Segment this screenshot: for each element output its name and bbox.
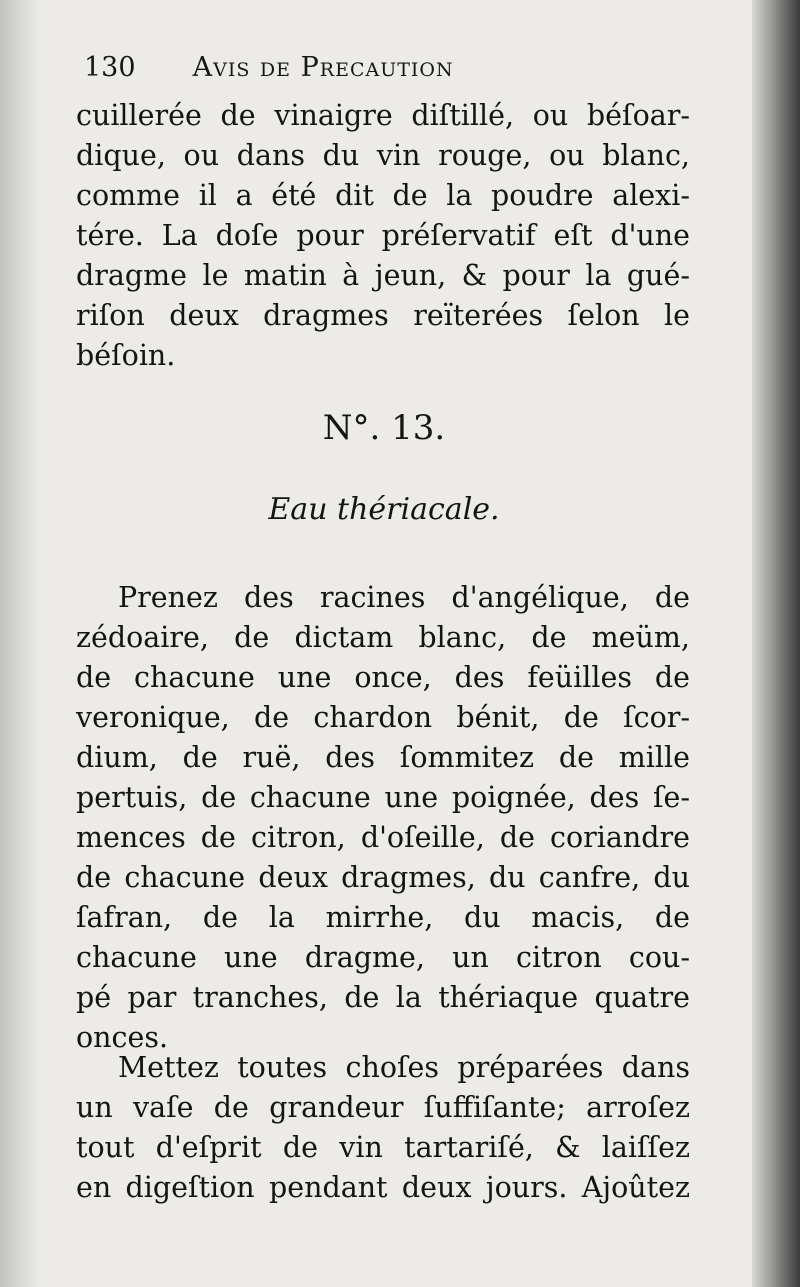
text-line: un vaſe de grandeur ſuffiſante; arroſez [76,1091,690,1124]
text-line: tout d'eſprit de vin tartariſé, & laiſſez [76,1131,690,1164]
text-line: de chacune une once, des feüilles de [76,661,690,694]
paragraph-2 [76,578,690,1058]
paragraph-1 [76,96,690,376]
text-line: veronique, de chardon bénit, de ſcor- [76,701,690,734]
page-edge-shadow [752,0,800,1287]
text-line: chacune une dragme, un citron cou- [76,941,690,974]
text-line: zédoaire, de dictam blanc, de meüm, [76,621,690,654]
text-line: Mettez toutes choſes préparées dans [118,1051,690,1084]
text-line: mences de citron, d'oſeille, de coriandre [76,821,690,854]
text-line: en digeſtion pendant deux jours. Ajoûtez [76,1171,690,1204]
text-line: Prenez des racines d'angélique, de [118,581,690,614]
running-head [84,52,584,92]
running-title: Avis de Precaution [192,52,454,83]
text-line: dium, de ruë, des ſommitez de mille [76,741,690,774]
text-line: onces. [76,1021,169,1054]
page-number: 130 [84,52,136,83]
text-line: pé par tranches, de la thériaque quatre [76,981,690,1014]
text-line: ſafran, de la mirrhe, du macis, de [76,901,690,934]
text-line: de chacune deux dragmes, du canfre, du [76,861,690,894]
text-line: comme il a été dit de la poudre alexi- [76,179,690,212]
text-line: béſoin. [76,339,176,372]
spine-shadow [0,0,40,1287]
text-line: dragme le matin à jeun, & pour la gué- [76,259,690,292]
section-number: N°. 13. [322,408,446,448]
section-title: Eau thériacale. [268,492,500,527]
text-line: pertuis, de chacune une poignée, des ſe- [76,781,690,814]
paragraph-3 [76,1048,690,1208]
text-line: riſon deux dragmes reïterées ſelon le [76,299,690,332]
text-line: tére. La doſe pour préſervatif eſt d'une [76,219,690,252]
text-line: dique, ou dans du vin rouge, ou blanc, [76,139,690,172]
text-line: cuillerée de vinaigre diſtillé, ou béſoar- [76,99,690,132]
